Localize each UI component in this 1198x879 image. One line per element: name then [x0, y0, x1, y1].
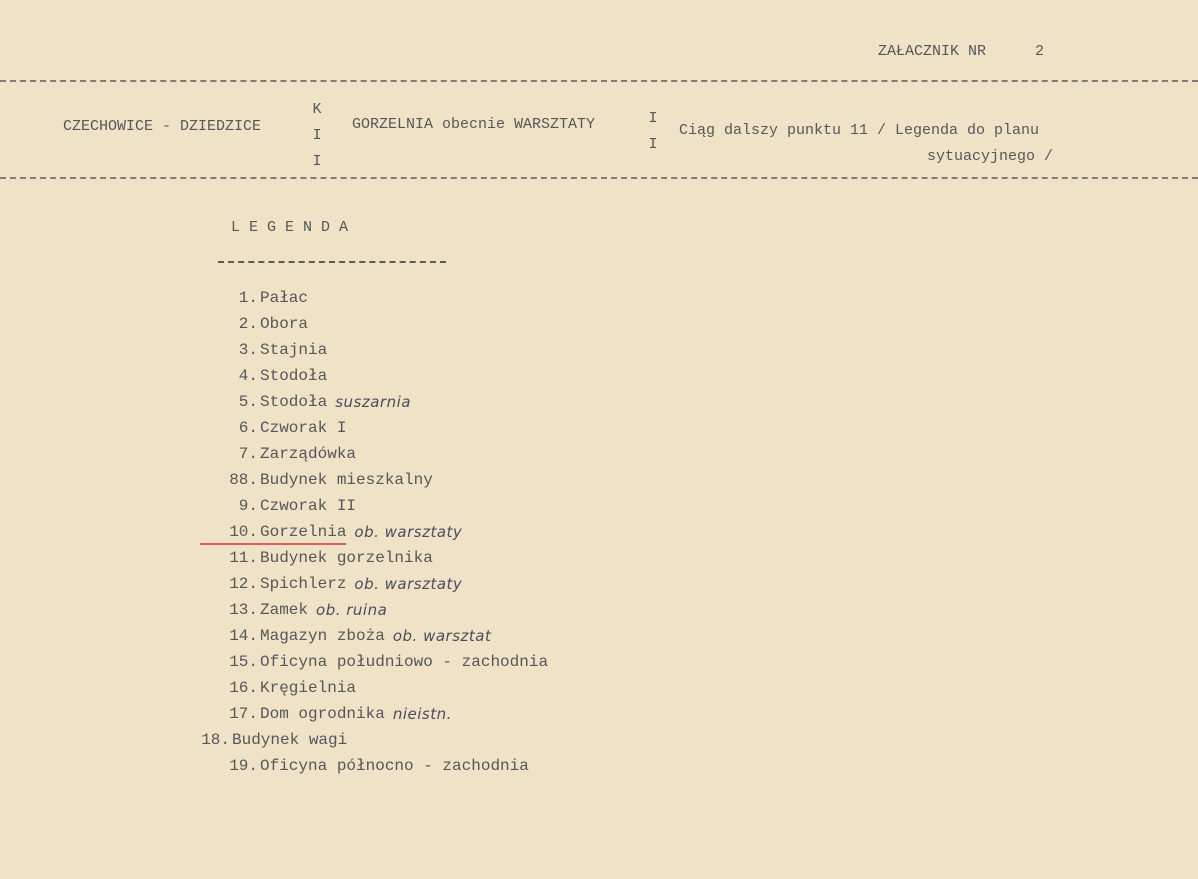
- legend-item-number: 18.: [201, 731, 230, 749]
- legend-item-name: Pałac: [260, 289, 309, 307]
- legend-item-name: Gorzelnia: [260, 523, 347, 541]
- legend-item-typed: [200, 753, 529, 779]
- legend-item-typed: [200, 649, 548, 675]
- handwritten-note: ob. warsztaty: [354, 523, 463, 541]
- legend-item-name: Oficyna północno - zachodnia: [260, 757, 529, 775]
- legend-item: [200, 337, 548, 363]
- legend-item-name: Budynek gorzelnika: [260, 549, 433, 567]
- legend-item-number: 1.: [238, 289, 258, 307]
- legend-item-typed: [200, 597, 308, 623]
- legend-item-name: Dom ogrodnika: [260, 705, 385, 723]
- legend-item-number: 3.: [238, 341, 258, 359]
- separator-char: I: [312, 127, 322, 144]
- legend-item-name: Stodoła: [260, 367, 328, 385]
- legend-item-number: 17.: [229, 705, 258, 723]
- legend-item-typed: [200, 285, 308, 311]
- handwritten-note: nieistn.: [392, 705, 452, 723]
- legend-item: [200, 363, 548, 389]
- legend-list: [200, 285, 548, 779]
- legend-item-number: 19.: [229, 757, 258, 775]
- legend-item-typed: [200, 337, 327, 363]
- legend-item-typed: [200, 571, 346, 597]
- legend-item-typed: [200, 311, 308, 337]
- legend-item-name: Oficyna południowo - zachodnia: [260, 653, 549, 671]
- legend-item-number: 14.: [229, 627, 258, 645]
- legend-item: [200, 701, 548, 727]
- legend-item-typed: [172, 727, 347, 753]
- separator-char: I: [648, 110, 658, 127]
- legend-item-number: 4.: [238, 367, 258, 385]
- legend-item-number: 9.: [238, 497, 258, 515]
- locality: CZECHOWICE - DZIEDZICE: [63, 118, 262, 135]
- legend-item: [200, 675, 548, 701]
- legend-item-name: Kręgielnia: [260, 679, 357, 697]
- legend-item-number: 16.: [229, 679, 258, 697]
- legend-item-name: Zamek: [260, 601, 309, 619]
- legend-item: [200, 285, 548, 311]
- legend-item: [200, 311, 548, 337]
- handwritten-note: ob. warsztat: [392, 627, 492, 645]
- legend-item-name: Spichlerz: [260, 575, 347, 593]
- handwritten-note: ob. ruina: [316, 601, 388, 619]
- legend-item-typed: [200, 493, 356, 519]
- legend-title: LEGENDA: [231, 219, 358, 236]
- legend-item-typed: [200, 519, 346, 545]
- legend-item-typed: [200, 545, 433, 571]
- legend-item-name: Czworak II: [260, 497, 357, 515]
- description-line-1: Ciąg dalszy punktu 11 / Legenda do planu: [679, 122, 1040, 139]
- legend-item-name: Obora: [260, 315, 309, 333]
- legend-item-typed: [200, 701, 385, 727]
- separator-char: I: [648, 136, 658, 153]
- legend-item-number: 2.: [238, 315, 258, 333]
- legend-item-number: 6.: [238, 419, 258, 437]
- separator-1: [310, 97, 324, 175]
- legend-item-name: Stajnia: [260, 341, 328, 359]
- legend-item: [200, 441, 548, 467]
- legend-item-typed: [200, 675, 356, 701]
- legend-item-typed: [200, 415, 346, 441]
- separator-char: K: [312, 101, 322, 118]
- annex-label-text: ZAŁACZNIK NR: [878, 43, 987, 60]
- legend-item: [200, 753, 548, 779]
- annex-label: [878, 43, 1044, 60]
- handwritten-note: ob. warsztaty: [354, 575, 463, 593]
- legend-item-number: 13.: [229, 601, 258, 619]
- header-bottom-rule: [0, 177, 1198, 179]
- legend-item: [200, 493, 548, 519]
- legend-item: [200, 467, 548, 493]
- separator-char: I: [312, 153, 322, 170]
- legend-item-number: 10.: [229, 523, 258, 541]
- legend-item: [200, 389, 548, 415]
- legend-item: [200, 597, 548, 623]
- description-line-2: sytuacyjnego /: [927, 148, 1054, 165]
- legend-item-name: Czworak I: [260, 419, 347, 437]
- legend-item: [172, 727, 548, 753]
- legend-item-name: Stodoła: [260, 393, 328, 411]
- legend-item: [200, 623, 548, 649]
- legend-item: [200, 415, 548, 441]
- legend-item-name: Budynek wagi: [232, 731, 348, 749]
- object-name: GORZELNIA obecnie WARSZTATY: [352, 116, 596, 133]
- legend-item-number: 7.: [238, 445, 258, 463]
- legend-item-typed: [200, 389, 327, 415]
- legend-item-name: Zarządówka: [260, 445, 357, 463]
- annex-number: 2: [1035, 43, 1045, 60]
- separator-2: [646, 106, 660, 158]
- legend-item: [200, 571, 548, 597]
- legend-item-name: Budynek mieszkalny: [260, 471, 433, 489]
- legend-item-name: Magazyn zboża: [260, 627, 385, 645]
- legend-item-number: 5.: [238, 393, 258, 411]
- legend-item-typed: [200, 467, 433, 493]
- legend-item-typed: [200, 441, 356, 467]
- legend-item-number: 88.: [229, 471, 258, 489]
- top-rule: [0, 80, 1198, 82]
- legend-item-typed: [200, 623, 385, 649]
- legend-item: [200, 519, 548, 545]
- legend-item: [200, 649, 548, 675]
- legend-item-number: 15.: [229, 653, 258, 671]
- legend-item: [200, 545, 548, 571]
- legend-title-rule: [218, 261, 446, 263]
- legend-item-typed: [200, 363, 327, 389]
- handwritten-note: suszarnia: [335, 393, 411, 411]
- legend-item-number: 11.: [229, 549, 258, 567]
- legend-item-number: 12.: [229, 575, 258, 593]
